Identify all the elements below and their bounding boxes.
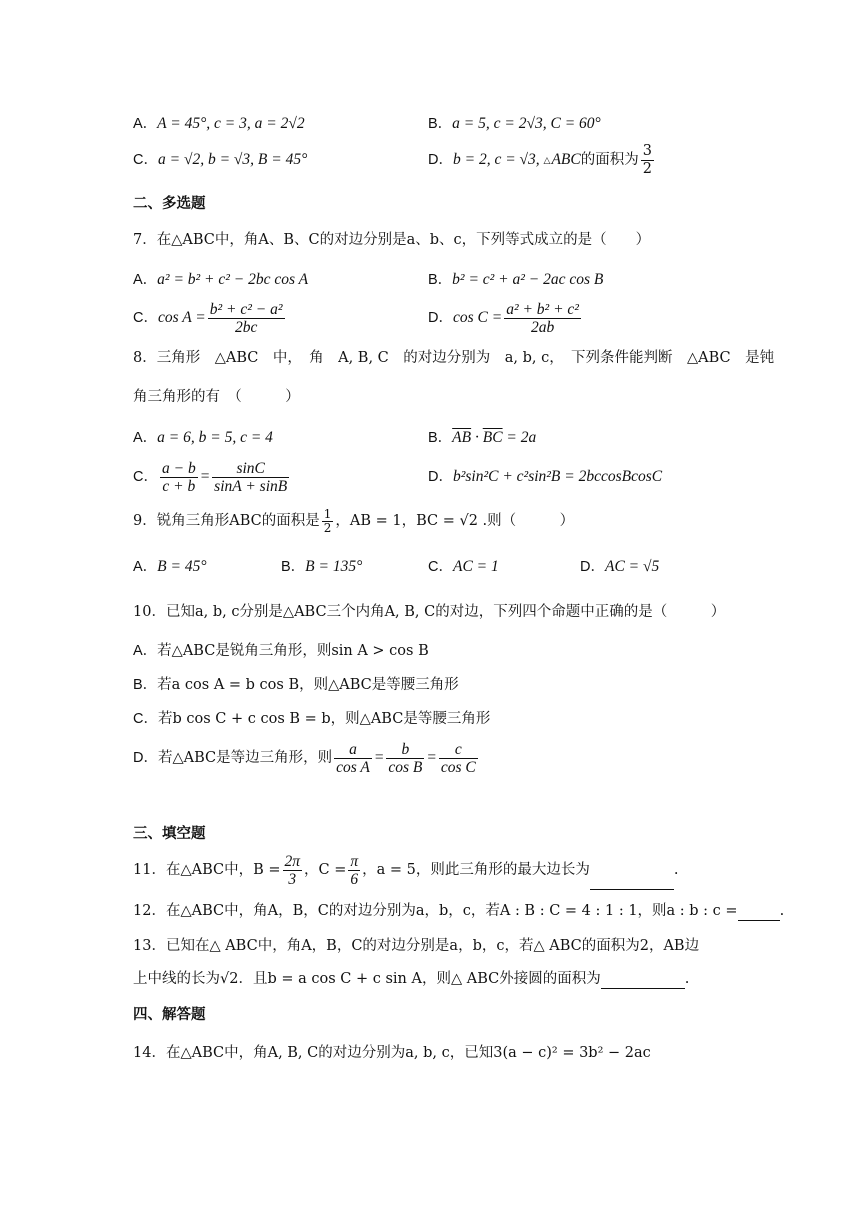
answer-blank[interactable] [590,875,674,890]
q8-option-b: B．$\overline{AB} \cdot \overline{BC} = 2a$ [428,429,537,446]
q7-option-d: D．cos C = $\frac{\text{a² + b² + c²}}{2ab}$ [428,300,579,336]
q12: 12．在△ABC中，角A，B，C的对边分别为a，b，c，若A : B : C = 4 : 1 : 1，则a : b : c = . [133,903,785,919]
q9-option-c: C．AC = 1 [428,558,499,575]
q14-stem: 14．在△ABC中，角A, B, C的对边分别为a, b, c，已知3(a − c)² = 3b² − 2ac [133,1045,651,1061]
fraction: $\frac{\text{b² + c² − a²}}{2bc}$ [209,300,283,336]
q10-option-d: D．若△ABC是等边三角形，则 $\frac{a}{\text{cos A}}$ = $\frac{b}{\text{cos B}}$ = $\frac{c}{\text{cos C}}$ [133,740,476,776]
fraction: $\frac{a}{\text{cos A}}$ [336,740,370,776]
q8-option-a: A．a = 6, b = 5, c = 4 [133,429,273,446]
fraction: $\frac{b}{\text{cos B}}$ [388,740,423,776]
q10-option-b: B．若a cos A = b cos B，则△ABC是等腰三角形 [133,677,459,693]
q6-option-a: A．A = 45°, c = 3, a = 2√2 [133,115,305,132]
fraction: $\frac{3}{2}$ [642,142,652,177]
q11: 11．在△ABC中，B = $\frac{2\pi}{3}$ ，C = $\frac{\pi}{6}$ ，a = 5，则此三角形的最大边长为 . [133,850,679,890]
answer-blank[interactable] [601,974,685,989]
q8-stem-line2: 角三角形的有 （ ） [133,389,300,405]
fraction: $\frac{2\pi}{3}$ [284,852,301,888]
q7-stem: 7．在△ABC中，角A、B、C的对边分别是a、b、c，下列等式成立的是（ ） [133,232,651,248]
q13-line2: 上中线的长为√2．且b = a cos C + c sin A，则△ ABC外接圆的面积为 . [133,971,690,987]
q9-option-d: D．AC = √5 [580,558,660,575]
section-fill-blank-title: 三、填空题 [133,826,206,842]
q6-option-b: B．a = 5, c = 2√3, C = 60° [428,115,601,132]
section-multi-choice-title: 二、多选题 [133,196,206,212]
fraction: $\frac{\text{a² + b² + c²}}{2ab}$ [506,300,579,336]
fraction: $\frac{1}{2}$ [323,506,332,535]
q10-stem: 10．已知a, b, c分别是△ABC三个内角A, B, C的对边，下列四个命题中正确的是（ ） [133,604,726,620]
fraction: $\frac{c}{\text{cos C}}$ [440,740,476,776]
q10-option-a: A．若△ABC是锐角三角形，则sin A > cos B [133,643,429,659]
q7-option-b: B．b² = c² + a² − 2ac cos B [428,271,604,288]
answer-blank[interactable] [738,906,780,921]
q9-stem: 9．锐角三角形ABC的面积是 $\frac{1}{2}$ ，AB = 1，BC = √2 .则（ ） [133,506,575,535]
q9-option-b: B．B = 135° [281,558,363,575]
fraction: $\frac{\sin C}{\sin A + \sin B}$ [214,459,288,495]
q8-stem-line1: 8．三角形 △ABC 中， 角 A, B, C 的对边分别为 a, b, c， 下列条件能判断 △ABC 是钝 [133,350,775,366]
section-solve-title: 四、解答题 [133,1007,206,1023]
q9-option-a: A．B = 45° [133,558,207,575]
fraction: $\frac{\pi}{6}$ [350,852,359,888]
q6-option-d: D．b = 2, c = √3, △ABC的面积为 $\frac{3}{2}$ [428,142,652,177]
q10-option-c: C．若b cos C + c cos B = b，则△ABC是等腰三角形 [133,711,491,727]
fraction: $\frac{a - b}{c + b}$ [161,459,196,495]
q6-option-c: C．a = √2, b = √3, B = 45° [133,151,308,168]
q7-option-c: C．cos A = $\frac{\text{b² + c² − a²}}{2bc}$ [133,300,283,336]
q7-option-a: A．a² = b² + c² − 2bc cos A [133,271,309,288]
q13-line1: 13．已知在△ ABC中，角A，B，C的对边分别是a，b，c，若△ ABC的面积为2，AB边 [133,938,700,954]
q8-option-d: D．b²sin²C + c²sin²B = 2bccosBcosC [428,468,663,485]
q8-option-c: C． $\frac{a - b}{c + b}$ = $\frac{\sin C}{\sin A + \sin B}$ [133,459,288,495]
